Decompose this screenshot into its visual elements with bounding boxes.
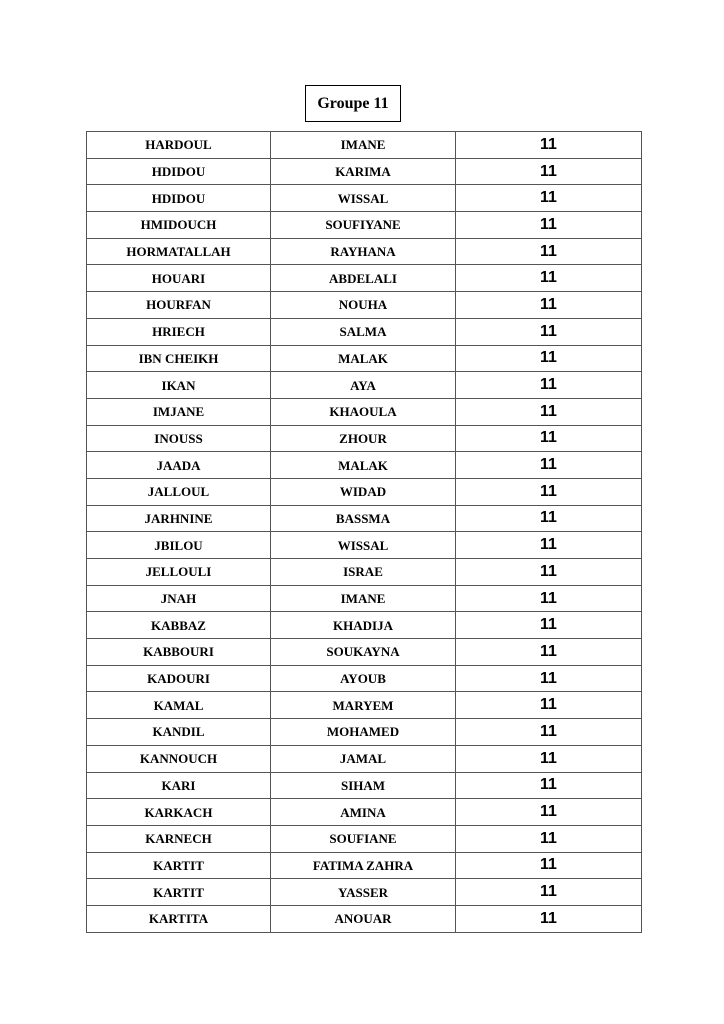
- first-name-cell: MALAK: [271, 452, 456, 479]
- group-number-cell: 11: [456, 158, 642, 185]
- group-number-cell: 11: [456, 719, 642, 746]
- first-name-cell: MOHAMED: [271, 719, 456, 746]
- table-row: [87, 265, 642, 292]
- first-name-cell: NOUHA: [271, 292, 456, 319]
- table-row: [87, 879, 642, 906]
- last-name-cell: KARTIT: [87, 852, 271, 879]
- first-name-cell: RAYHANA: [271, 238, 456, 265]
- table-row: [87, 318, 642, 345]
- student-table-body: [87, 132, 642, 933]
- last-name-cell: IBN CHEIKH: [87, 345, 271, 372]
- first-name-cell: KARIMA: [271, 158, 456, 185]
- table-row: [87, 852, 642, 879]
- last-name-cell: IMJANE: [87, 398, 271, 425]
- table-row: [87, 639, 642, 666]
- table-row: [87, 185, 642, 212]
- first-name-cell: MALAK: [271, 345, 456, 372]
- group-number-cell: 11: [456, 799, 642, 826]
- group-number-cell: 11: [456, 238, 642, 265]
- first-name-cell: WISSAL: [271, 185, 456, 212]
- last-name-cell: HOURFAN: [87, 292, 271, 319]
- group-number-cell: 11: [456, 905, 642, 932]
- last-name-cell: KARKACH: [87, 799, 271, 826]
- table-row: [87, 345, 642, 372]
- last-name-cell: HOUARI: [87, 265, 271, 292]
- first-name-cell: ZHOUR: [271, 425, 456, 452]
- last-name-cell: JBILOU: [87, 532, 271, 559]
- first-name-cell: SOUFIANE: [271, 825, 456, 852]
- last-name-cell: KARTITA: [87, 905, 271, 932]
- group-number-cell: 11: [456, 825, 642, 852]
- group-number-cell: 11: [456, 345, 642, 372]
- first-name-cell: ANOUAR: [271, 905, 456, 932]
- table-row: [87, 692, 642, 719]
- table-row: [87, 425, 642, 452]
- first-name-cell: AYA: [271, 372, 456, 399]
- first-name-cell: SOUKAYNA: [271, 639, 456, 666]
- table-row: [87, 158, 642, 185]
- first-name-cell: KHAOULA: [271, 398, 456, 425]
- table-row: [87, 452, 642, 479]
- group-number-cell: 11: [456, 425, 642, 452]
- group-number-cell: 11: [456, 559, 642, 586]
- last-name-cell: KABBOURI: [87, 639, 271, 666]
- group-number-cell: 11: [456, 452, 642, 479]
- last-name-cell: HDIDOU: [87, 158, 271, 185]
- table-row: [87, 772, 642, 799]
- table-row: [87, 559, 642, 586]
- table-row: [87, 212, 642, 239]
- table-row: [87, 292, 642, 319]
- first-name-cell: AYOUB: [271, 665, 456, 692]
- group-number-cell: 11: [456, 612, 642, 639]
- first-name-cell: IMANE: [271, 132, 456, 159]
- group-number-cell: 11: [456, 772, 642, 799]
- group-number-cell: 11: [456, 212, 642, 239]
- group-number-cell: 11: [456, 318, 642, 345]
- table-row: [87, 799, 642, 826]
- group-number-cell: 11: [456, 505, 642, 532]
- first-name-cell: KHADIJA: [271, 612, 456, 639]
- group-number-cell: 11: [456, 478, 642, 505]
- group-number-cell: 11: [456, 692, 642, 719]
- first-name-cell: YASSER: [271, 879, 456, 906]
- first-name-cell: FATIMA ZAHRA: [271, 852, 456, 879]
- table-row: [87, 398, 642, 425]
- last-name-cell: KARNECH: [87, 825, 271, 852]
- last-name-cell: KARTIT: [87, 879, 271, 906]
- table-row: [87, 585, 642, 612]
- table-row: [87, 478, 642, 505]
- last-name-cell: HORMATALLAH: [87, 238, 271, 265]
- first-name-cell: ISRAE: [271, 559, 456, 586]
- first-name-cell: MARYEM: [271, 692, 456, 719]
- student-table: [86, 131, 642, 933]
- last-name-cell: KARI: [87, 772, 271, 799]
- first-name-cell: SOUFIYANE: [271, 212, 456, 239]
- last-name-cell: INOUSS: [87, 425, 271, 452]
- first-name-cell: WISSAL: [271, 532, 456, 559]
- first-name-cell: SALMA: [271, 318, 456, 345]
- table-row: [87, 505, 642, 532]
- first-name-cell: IMANE: [271, 585, 456, 612]
- last-name-cell: HDIDOU: [87, 185, 271, 212]
- group-number-cell: 11: [456, 585, 642, 612]
- group-number-cell: 11: [456, 745, 642, 772]
- first-name-cell: SIHAM: [271, 772, 456, 799]
- group-number-cell: 11: [456, 665, 642, 692]
- first-name-cell: BASSMA: [271, 505, 456, 532]
- group-number-cell: 11: [456, 532, 642, 559]
- table-row: [87, 132, 642, 159]
- group-number-cell: 11: [456, 372, 642, 399]
- table-row: [87, 612, 642, 639]
- first-name-cell: WIDAD: [271, 478, 456, 505]
- last-name-cell: HARDOUL: [87, 132, 271, 159]
- table-row: [87, 905, 642, 932]
- last-name-cell: KABBAZ: [87, 612, 271, 639]
- group-number-cell: 11: [456, 398, 642, 425]
- last-name-cell: KANNOUCH: [87, 745, 271, 772]
- table-row: [87, 665, 642, 692]
- last-name-cell: KADOURI: [87, 665, 271, 692]
- table-row: [87, 825, 642, 852]
- first-name-cell: AMINA: [271, 799, 456, 826]
- table-row: [87, 372, 642, 399]
- last-name-cell: JARHNINE: [87, 505, 271, 532]
- group-number-cell: 11: [456, 265, 642, 292]
- table-row: [87, 719, 642, 746]
- last-name-cell: KAMAL: [87, 692, 271, 719]
- first-name-cell: ABDELALI: [271, 265, 456, 292]
- last-name-cell: JELLOULI: [87, 559, 271, 586]
- last-name-cell: JAADA: [87, 452, 271, 479]
- last-name-cell: JNAH: [87, 585, 271, 612]
- group-number-cell: 11: [456, 132, 642, 159]
- table-row: [87, 745, 642, 772]
- last-name-cell: IKAN: [87, 372, 271, 399]
- last-name-cell: KANDIL: [87, 719, 271, 746]
- group-number-cell: 11: [456, 852, 642, 879]
- table-row: [87, 238, 642, 265]
- group-number-cell: 11: [456, 879, 642, 906]
- last-name-cell: HMIDOUCH: [87, 212, 271, 239]
- first-name-cell: JAMAL: [271, 745, 456, 772]
- last-name-cell: HRIECH: [87, 318, 271, 345]
- group-title: Groupe 11: [305, 85, 401, 122]
- group-number-cell: 11: [456, 185, 642, 212]
- last-name-cell: JALLOUL: [87, 478, 271, 505]
- group-number-cell: 11: [456, 292, 642, 319]
- group-number-cell: 11: [456, 639, 642, 666]
- table-row: [87, 532, 642, 559]
